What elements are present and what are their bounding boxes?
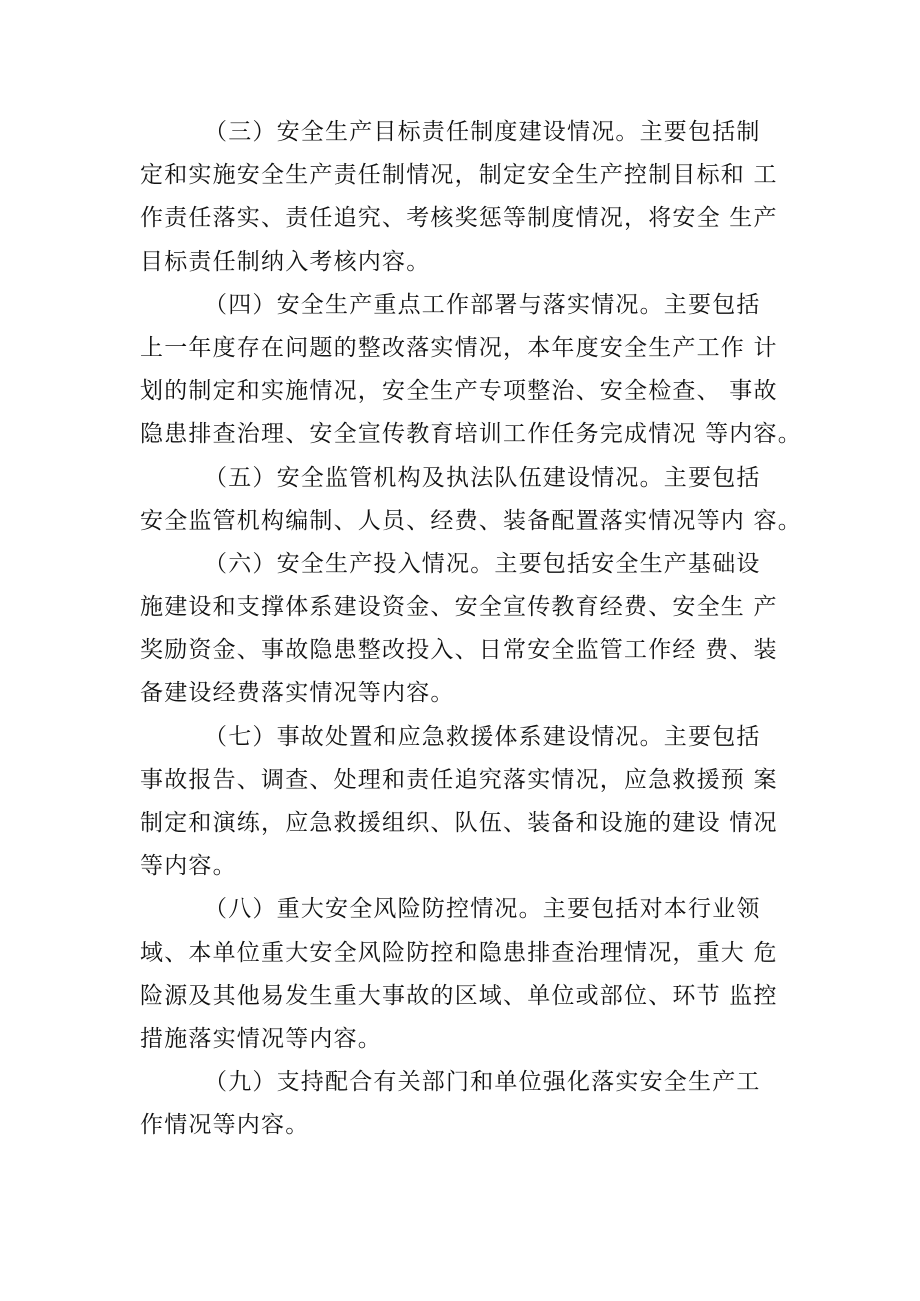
text-line: 等内容。 (140, 853, 237, 880)
text-line: （六）安全生产投入情况。主要包括安全生产基础设 (204, 550, 761, 577)
paragraph-4 (140, 284, 800, 457)
document-body (140, 111, 800, 1148)
text-line: 施建设和支撑体系建设资金、安全宣传教育经费、安全生 产 (140, 594, 778, 621)
text-line: 奖励资金、事故隐患整改投入、日常安全监管工作经 费、装 (140, 637, 778, 664)
text-line: 作情况等内容。 (140, 1112, 310, 1139)
text-line: （九）支持配合有关部门和单位强化落实安全生产工 (204, 1069, 761, 1096)
text-line: 划的制定和实施情况，安全生产专项整治、安全检查、 事故 (140, 378, 778, 405)
text-line: （四）安全生产重点工作部署与落实情况。主要包括 (204, 291, 761, 318)
text-line: 作责任落实、责任追究、考核奖惩等制度情况，将安全 生产 (140, 205, 778, 232)
text-line: 事故报告、调查、处理和责任追究落实情况，应急救援预 案 (140, 766, 778, 793)
text-line: 险源及其他易发生重大事故的区域、单位或部位、环节 监控 (140, 982, 778, 1009)
text-line: 隐患排查治理、安全宣传教育培训工作任务完成情况 等内容。 (140, 421, 802, 448)
text-line: 措施落实情况等内容。 (140, 1025, 382, 1052)
paragraph-5 (140, 457, 800, 543)
text-line: 上一年度存在问题的整改落实情况，本年度安全生产工作 计 (140, 334, 778, 361)
paragraph-9 (140, 1061, 800, 1147)
text-line: 备建设经费落实情况等内容。 (140, 680, 455, 707)
text-line: （三）安全生产目标责任制度建设情况。主要包括制 (204, 119, 761, 145)
paragraph-7 (140, 716, 800, 889)
text-line: 安全监管机构编制、人员、经费、装备配置落实情况等内 容。 (140, 507, 802, 534)
text-line: （七）事故处置和应急救援体系建设情况。主要包括 (204, 723, 761, 750)
text-line: 制定和演练，应急救援组织、队伍、装备和设施的建设 情况 (140, 810, 778, 836)
paragraph-6 (140, 543, 800, 716)
text-line: 域、本单位重大安全风险防控和隐患排查治理情况，重大 危 (140, 939, 778, 966)
text-line: （八）重大安全风险防控情况。主要包括对本行业领 (204, 896, 761, 923)
paragraph-3 (140, 111, 800, 284)
text-line: （五）安全监管机构及执法队伍建设情况。主要包括 (204, 464, 761, 491)
text-line: 目标责任制纳入考核内容。 (140, 248, 431, 275)
paragraph-8 (140, 888, 800, 1061)
text-line: 定和实施安全生产责任制情况，制定安全生产控制目标和 工 (140, 162, 778, 189)
